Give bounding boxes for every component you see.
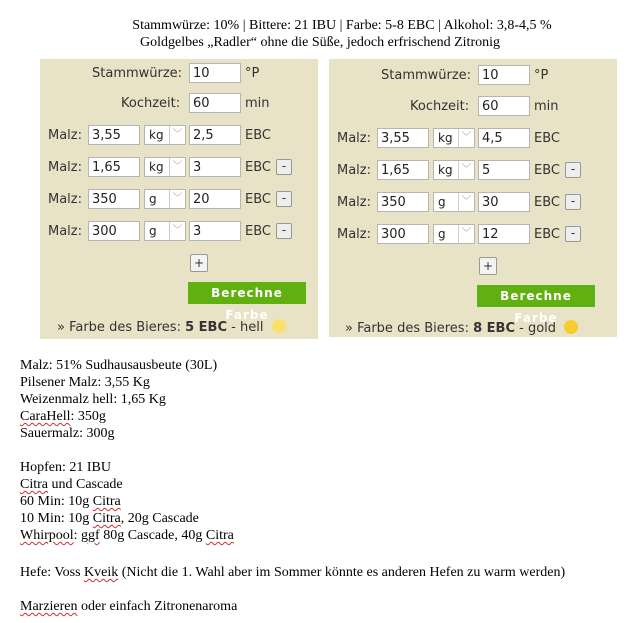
beer-color-result: [57, 319, 286, 335]
malt-amount-input[interactable]: [377, 128, 429, 148]
stammwuerze-row: [40, 63, 318, 85]
unit-ebc: EBC: [245, 224, 271, 239]
malt-pils: Pilsener Malz: 3,55 Kg: [20, 375, 150, 390]
malt-row: [40, 221, 318, 243]
malt-row: [40, 189, 318, 211]
remove-malt-button[interactable]: -: [276, 191, 292, 207]
finishing-line: [20, 598, 237, 615]
malt-unit-select[interactable]: [433, 160, 475, 180]
misspelled-word: ggf: [81, 528, 100, 543]
malt-ebc-input[interactable]: [189, 125, 241, 145]
remove-malt-button[interactable]: -: [276, 159, 292, 175]
misspelled-word: Whirpool: [20, 528, 74, 543]
result-value: 5 EBC: [185, 320, 228, 335]
malt-amount-input[interactable]: [377, 160, 429, 180]
unit-ebc: EBC: [534, 131, 560, 146]
chevron-down-icon: ﹀: [169, 126, 185, 144]
beer-color-swatch: [564, 320, 578, 334]
malt-ebc-input[interactable]: [478, 192, 530, 212]
malt-ebc-input[interactable]: [478, 128, 530, 148]
add-malt-button[interactable]: +: [190, 254, 208, 272]
hops-10min: [20, 510, 199, 527]
misspelled-word: CaraHell: [20, 409, 71, 424]
result-label: » Farbe des Bieres:: [57, 320, 181, 335]
kochzeit-row: [40, 93, 318, 115]
malz-label: Malz:: [48, 160, 82, 175]
malt-unit-value: kg: [438, 163, 453, 177]
stammwuerze-input[interactable]: [478, 65, 530, 85]
hops-60min-text: 60 Min: 10g: [20, 494, 93, 509]
yeast-line: [20, 564, 565, 581]
remove-malt-button[interactable]: -: [565, 226, 581, 242]
malt-carahell: [20, 408, 106, 425]
remove-malt-button[interactable]: -: [276, 223, 292, 239]
result-label: » Farbe des Bieres:: [345, 321, 469, 336]
malz-label: Malz:: [337, 227, 371, 242]
malt-amount-input[interactable]: [377, 192, 429, 212]
intro-stats: Stammwürze: 10% | Bittere: 21 IBU | Farbe: 5-8 EBC | Alkohol: 3,8-4,5 %: [132, 18, 552, 33]
malt-amount-input[interactable]: [88, 157, 140, 177]
unit-plato: °P: [245, 66, 260, 81]
hops-60min: [20, 493, 121, 510]
result-value: 8 EBC: [473, 321, 516, 336]
add-malt-button[interactable]: +: [479, 257, 497, 275]
malt-unit-select[interactable]: [433, 224, 475, 244]
stammwuerze-row: [329, 65, 617, 87]
malt-row: [329, 224, 617, 246]
malt-ebc-input[interactable]: [189, 157, 241, 177]
malz-label: Malz:: [48, 192, 82, 207]
unit-min: min: [534, 99, 559, 114]
malt-unit-value: g: [438, 227, 446, 241]
malt-unit-select[interactable]: [144, 157, 186, 177]
malt-heading: Malz: 51% Sudhausausbeute (30L): [20, 358, 218, 373]
chevron-down-icon: ﹀: [458, 129, 474, 147]
misspelled-word: Kveik: [84, 565, 119, 580]
malt-unit-value: kg: [149, 128, 164, 142]
chevron-down-icon: ﹀: [169, 158, 185, 176]
misspelled-word: Citra: [205, 528, 234, 543]
hops-10min-text: 10 Min: 10g: [20, 511, 93, 526]
misspelled-word: Citra: [92, 494, 121, 509]
malz-label: Malz:: [48, 224, 82, 239]
malt-unit-select[interactable]: [144, 221, 186, 241]
malt-row: [329, 128, 617, 150]
malt-sauer: Sauermalz: 300g: [20, 426, 115, 441]
result-description: - hell: [231, 320, 264, 335]
misspelled-word: Marzieren: [20, 599, 78, 614]
stammwuerze-label: Stammwürze:: [92, 66, 183, 81]
malt-amount-input[interactable]: [377, 224, 429, 244]
color-calculator-left: [40, 59, 318, 339]
malz-label: Malz:: [337, 163, 371, 178]
color-calculator-right: [329, 59, 617, 337]
malt-amount-input[interactable]: [88, 221, 140, 241]
beer-color-result: [345, 320, 578, 336]
malt-unit-select[interactable]: [144, 189, 186, 209]
unit-ebc: EBC: [534, 195, 560, 210]
remove-malt-button[interactable]: -: [565, 194, 581, 210]
hops-10min-rest: , 20g Cascade: [120, 511, 199, 526]
malt-ebc-input[interactable]: [478, 224, 530, 244]
unit-ebc: EBC: [245, 160, 271, 175]
malt-amount-input[interactable]: [88, 125, 140, 145]
hops-whirlpool-mid: 80g Cascade, 40g: [99, 528, 206, 543]
malz-label: Malz:: [337, 131, 371, 146]
finishing-rest: oder einfach Zitronenaroma: [77, 599, 238, 614]
malt-ebc-input[interactable]: [189, 221, 241, 241]
remove-malt-button[interactable]: -: [565, 162, 581, 178]
malt-amount-input[interactable]: [88, 189, 140, 209]
malt-unit-value: g: [438, 195, 446, 209]
result-description: - gold: [519, 321, 557, 336]
hops-heading: Hopfen: 21 IBU: [20, 460, 111, 475]
malt-row: [329, 192, 617, 214]
malt-carahell-amount: : 350g: [70, 409, 106, 424]
beer-color-swatch: [272, 319, 286, 333]
malt-row: [329, 160, 617, 182]
unit-ebc: EBC: [245, 192, 271, 207]
malt-ebc-input[interactable]: [478, 160, 530, 180]
stammwuerze-label: Stammwürze:: [381, 68, 472, 83]
calculate-color-button[interactable]: Berechne Farbe: [477, 285, 595, 307]
malz-label: Malz:: [337, 195, 371, 210]
hops-varieties-rest: und Cascade: [48, 477, 123, 492]
yeast-text: Hefe: Voss: [20, 565, 85, 580]
kochzeit-input[interactable]: [189, 93, 241, 113]
chevron-down-icon: ﹀: [169, 222, 185, 240]
malt-unit-value: kg: [438, 131, 453, 145]
chevron-down-icon: ﹀: [169, 190, 185, 208]
kochzeit-input[interactable]: [478, 96, 530, 116]
stammwuerze-input[interactable]: [189, 63, 241, 83]
unit-ebc: EBC: [245, 128, 271, 143]
kochzeit-label: Kochzeit:: [410, 99, 470, 114]
unit-min: min: [245, 96, 270, 111]
malt-weizen: Weizenmalz hell: 1,65 Kg: [20, 392, 166, 407]
malt-row: [40, 125, 318, 147]
unit-plato: °P: [534, 68, 549, 83]
intro-description: Goldgelbes „Radler“ ohne die Süße, jedoch erfrischend Zitronig: [140, 35, 500, 50]
misspelled-word: Citra: [20, 477, 48, 492]
hops-whirlpool: [20, 527, 234, 544]
kochzeit-row: [329, 96, 617, 118]
chevron-down-icon: ﹀: [458, 161, 474, 179]
colon: :: [73, 528, 82, 543]
malt-unit-value: g: [149, 192, 157, 206]
calculate-color-button[interactable]: Berechne Farbe: [188, 282, 306, 304]
misspelled-word: Citra: [92, 511, 121, 526]
chevron-down-icon: ﹀: [458, 193, 474, 211]
malt-row: [40, 157, 318, 179]
kochzeit-label: Kochzeit:: [121, 96, 181, 111]
malt-unit-select[interactable]: [433, 192, 475, 212]
malt-unit-select[interactable]: [144, 125, 186, 145]
yeast-note: (Nicht die 1. Wahl aber im Sommer könnte es anderen Hefen zu warm werden): [118, 565, 566, 580]
malz-label: Malz:: [48, 128, 82, 143]
malt-unit-value: g: [149, 224, 157, 238]
unit-ebc: EBC: [534, 227, 560, 242]
malt-unit-select[interactable]: [433, 128, 475, 148]
malt-unit-value: kg: [149, 160, 164, 174]
chevron-down-icon: ﹀: [458, 225, 474, 243]
malt-ebc-input[interactable]: [189, 189, 241, 209]
hops-varieties: [20, 476, 123, 493]
unit-ebc: EBC: [534, 163, 560, 178]
